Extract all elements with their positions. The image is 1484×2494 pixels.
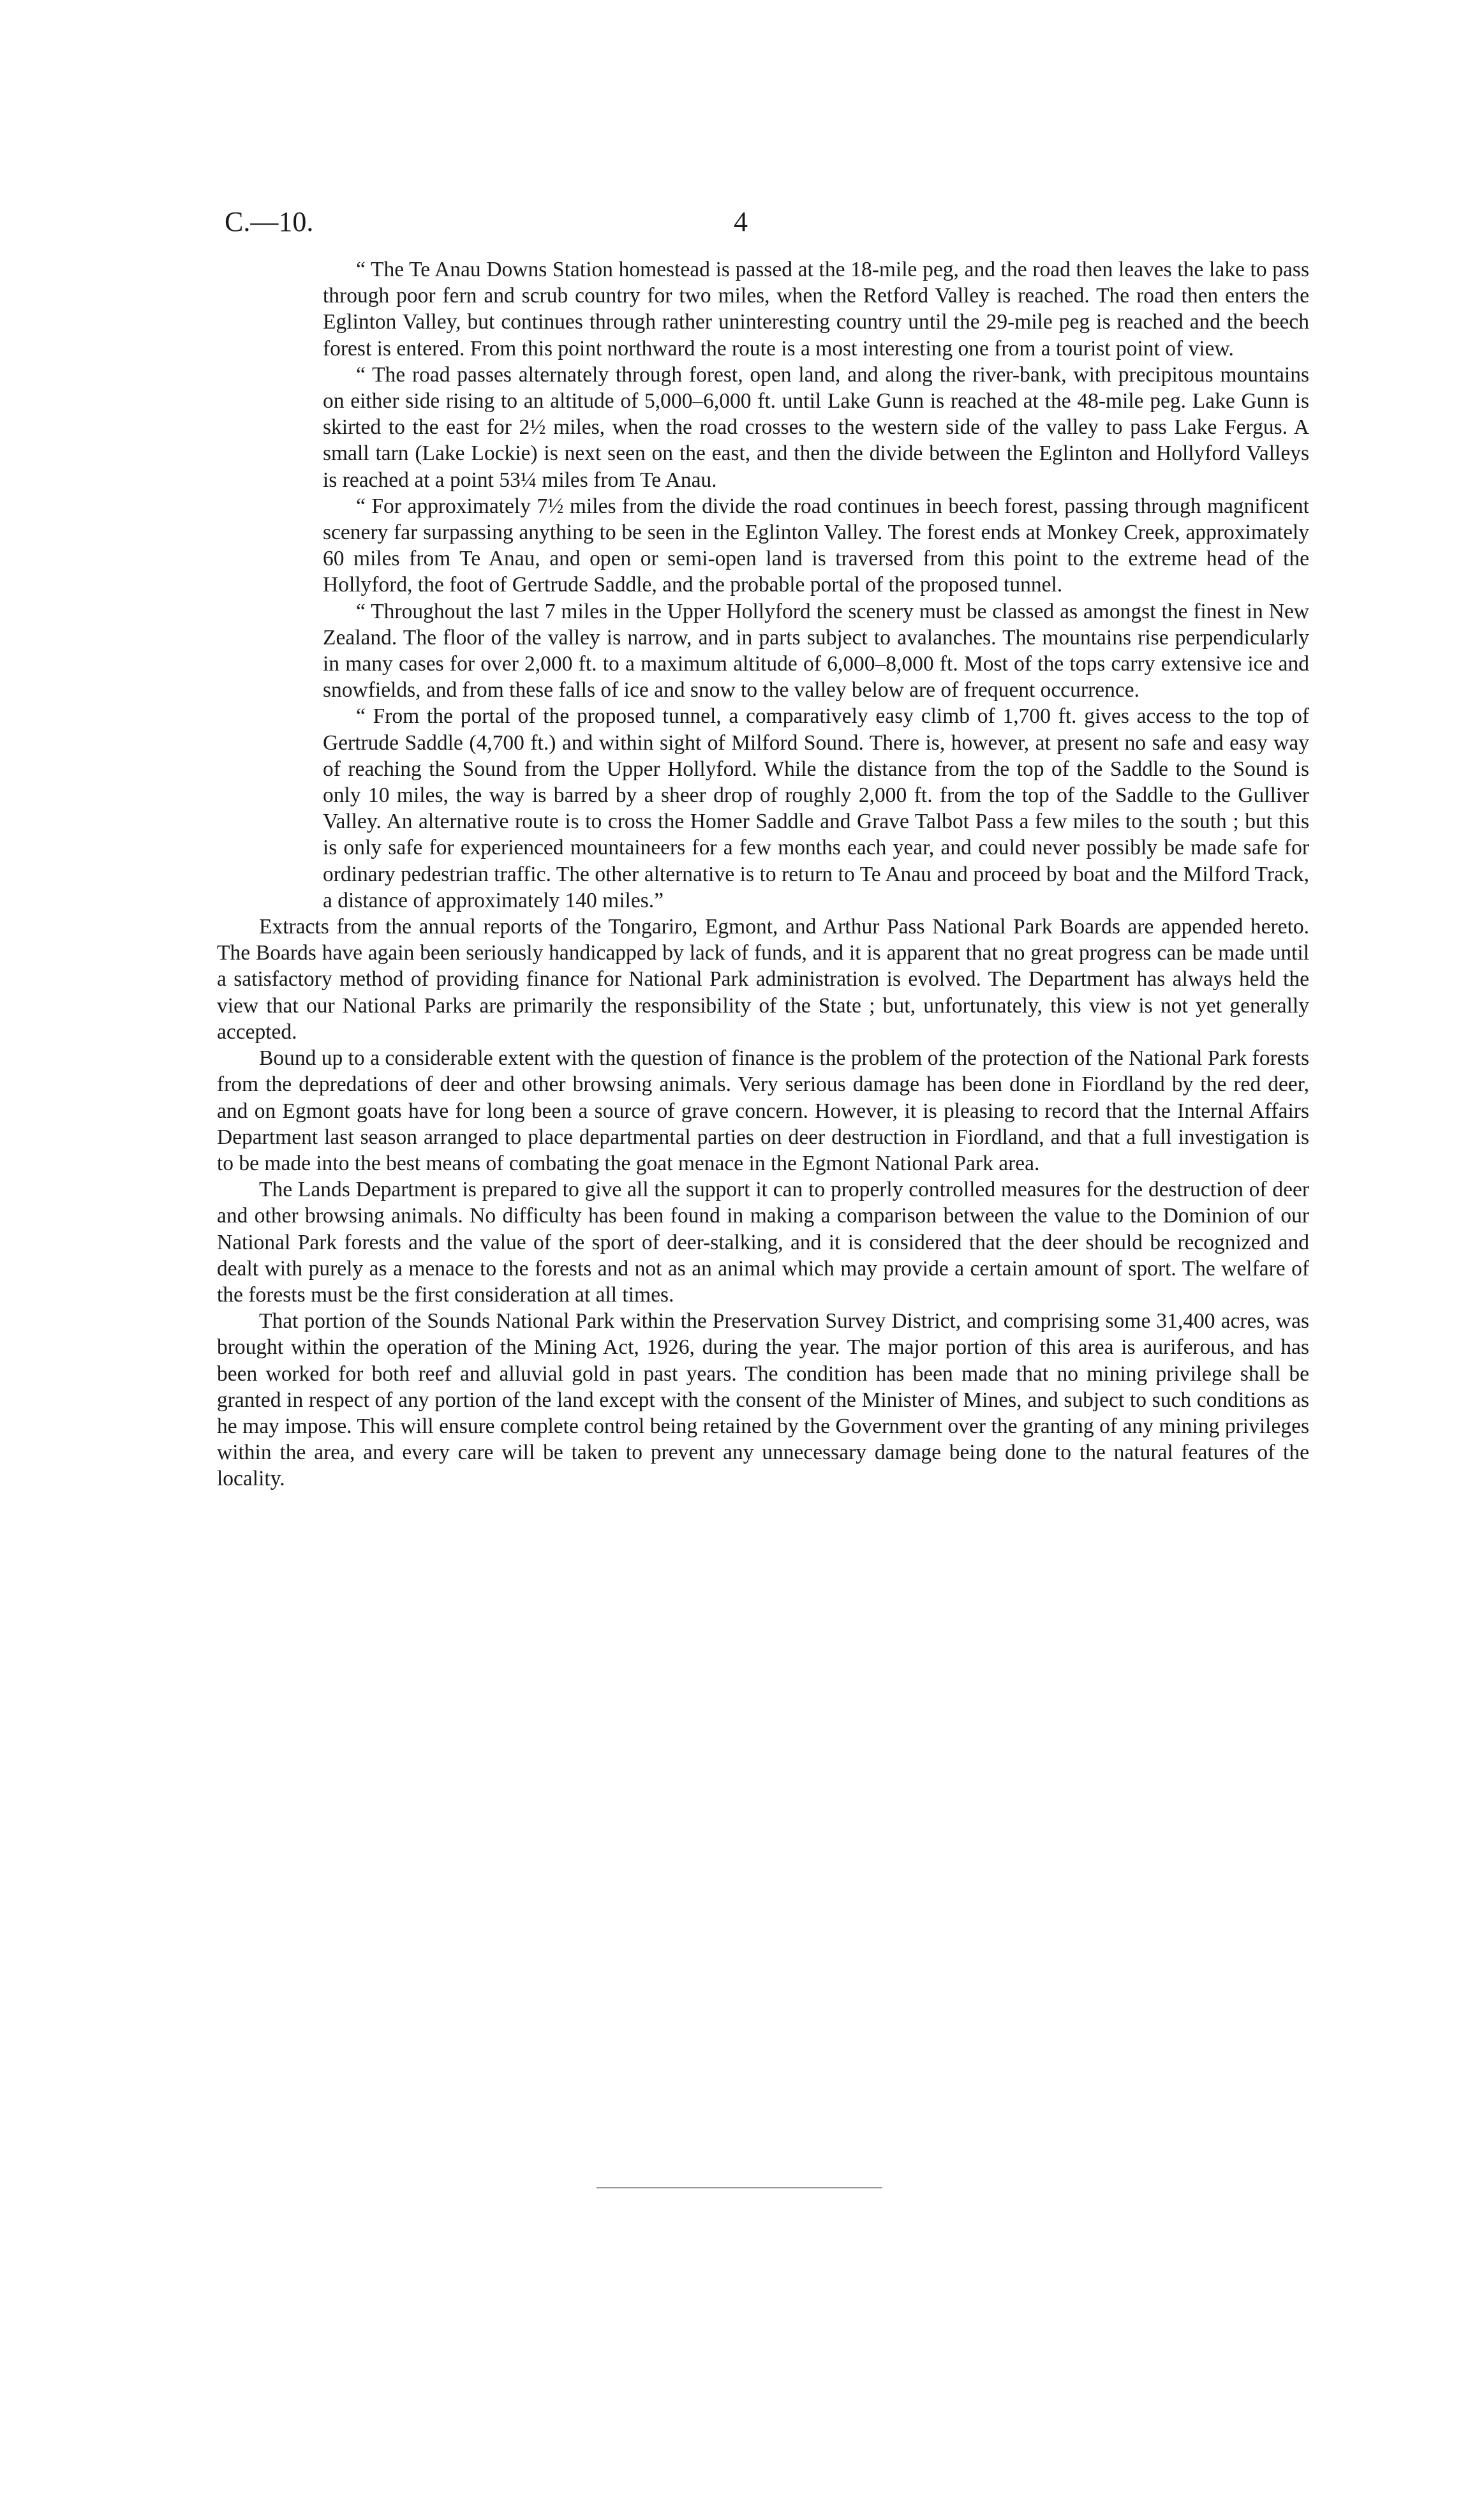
page-body xyxy=(217,256,1309,1492)
quote-paragraph-tunnel-portal: “ From the portal of the proposed tunnel, a comparatively easy climb of 1,700 ft. gives access to the top of Gertrude Saddle (4,700 ft.) and within sight of Milford Sound. There is, however, at present no safe and easy way of reaching the Sound from the Upper Hollyford. While the distance from the top of the Saddle to the Sound is only 10 miles, the way is barred by a sheer drop of roughly 2,000 ft. from the top of the Saddle to the Gulliver Valley. An alternative route is to cross the Homer Saddle and Grave Talbot Pass a few miles to the south ; but this is only safe for experienced mountaineers for a few months each year, and could never possibly be made safe for ordinary pedestrian traffic. The other alternative is to return to Te Anau and proceed by boat and the Milford Track, a distance of approximately 140 miles.” xyxy=(323,704,1309,912)
paragraph-lands-department: The Lands Department is prepared to give all the support it can to properly controlled measures for the destruction of deer and other browsing animals. No difficulty has been found in making a comparison between the value to the Dominion of our National Park forests and the value of the sport of deer-stalking, and it is considered that the deer should be recognized and dealt with purely as a menace to the forests and not as an animal which may provide a certain amount of sport. The welfare of the forests must be the first consideration at all times. xyxy=(217,1178,1309,1307)
page-number: 4 xyxy=(734,206,748,237)
paragraph-park-boards: Extracts from the annual reports of the Tongariro, Egmont, and Arthur Pass National Park Boards are appended hereto. The Boards have again been seriously handicapped by lack of funds, and it is apparent that no great progress can be made until a satisfactory method of providing finance for National Park administration is evolved. The Department has always held the view that our National Parks are primarily the responsibility of the State ; but, unfortunately, this view is not yet generally accepted. xyxy=(217,915,1309,1044)
paragraph-deer-protection: Bound up to a considerable extent with the question of finance is the problem of the protection of the National Park forests from the depredations of deer and other browsing animals. Very serious damage has been done in Fiordland by the red deer, and on Egmont goats have for long been a source of grave concern. However, it is pleasing to record that the Internal Affairs Department last season arranged to place departmental parties on deer destruction in Fiordland, and that a full investigation is to be made into the best means of combating the goat menace in the Egmont National Park area. xyxy=(217,1046,1309,1175)
quoted-report-extract xyxy=(323,256,1309,914)
quote-paragraph-divide: “ For approximately 7½ miles from the divide the road continues in beech forest, passing through magnificent scenery far surpassing anything to be seen in the Eglinton Valley. The forest ends at Monkey Creek, approximately 60 miles from Te Anau, and open or semi-open land is traversed from this point to the extreme head of the Hollyford, the foot of Gertrude Saddle, and the probable portal of the proposed tunnel. xyxy=(323,494,1309,597)
quote-paragraph-te-anau-downs: “ The Te Anau Downs Station homestead is passed at the 18-mile peg, and the road then leaves the lake to pass through poor fern and scrub country for two miles, when the Retford Valley is reached. The road then enters the Eglinton Valley, but continues through rather uninteresting country until the 29-mile peg is reached and the beech forest is entered. From this point northward the route is a most interesting one from a tourist point of view. xyxy=(323,258,1309,360)
closing-rule xyxy=(597,2187,882,2188)
quote-paragraph-upper-hollyford: “ Throughout the last 7 miles in the Upper Hollyford the scenery must be classed as amongst the finest in New Zealand. The floor of the valley is narrow, and in parts subject to avalanches. The mountains rise perpendicularly in many cases for over 2,000 ft. to a maximum altitude of 6,000–8,000 ft. Most of the tops carry extensive ice and snowfields, and from these falls of ice and snow to the valley below are of frequent occurrence. xyxy=(323,599,1309,702)
quote-paragraph-road-passes: “ The road passes alternately through forest, open land, and along the river-bank, with precipitous mountains on either side rising to an altitude of 5,000–6,000 ft. until Lake Gunn is reached at the 48-mile peg. Lake Gunn is skirted to the east for 2½ miles, when the road crosses to the western side of the valley to pass Lake Fergus. A small tarn (Lake Lockie) is next seen on the east, and then the divide between the Eglinton and Hollyford Valleys is reached at a point 53¼ miles from Te Anau. xyxy=(323,362,1309,492)
document-reference: C.—10. xyxy=(225,206,314,237)
paragraph-mining-act: That portion of the Sounds National Park within the Preservation Survey District, and comprising some 31,400 acres, was brought within the operation of the Mining Act, 1926, during the year. The major portion of this area is auriferous, and has been worked for both reef and alluvial gold in past years. The condition has been made that no mining privilege shall be granted in respect of any portion of the land except with the consent of the Minister of Mines, and subject to such conditions as he may impose. This will ensure complete control being retained by the Government over the granting of any mining privileges within the area, and every care will be taken to prevent any unnecessary damage being done to the natural features of the locality. xyxy=(217,1309,1309,1491)
